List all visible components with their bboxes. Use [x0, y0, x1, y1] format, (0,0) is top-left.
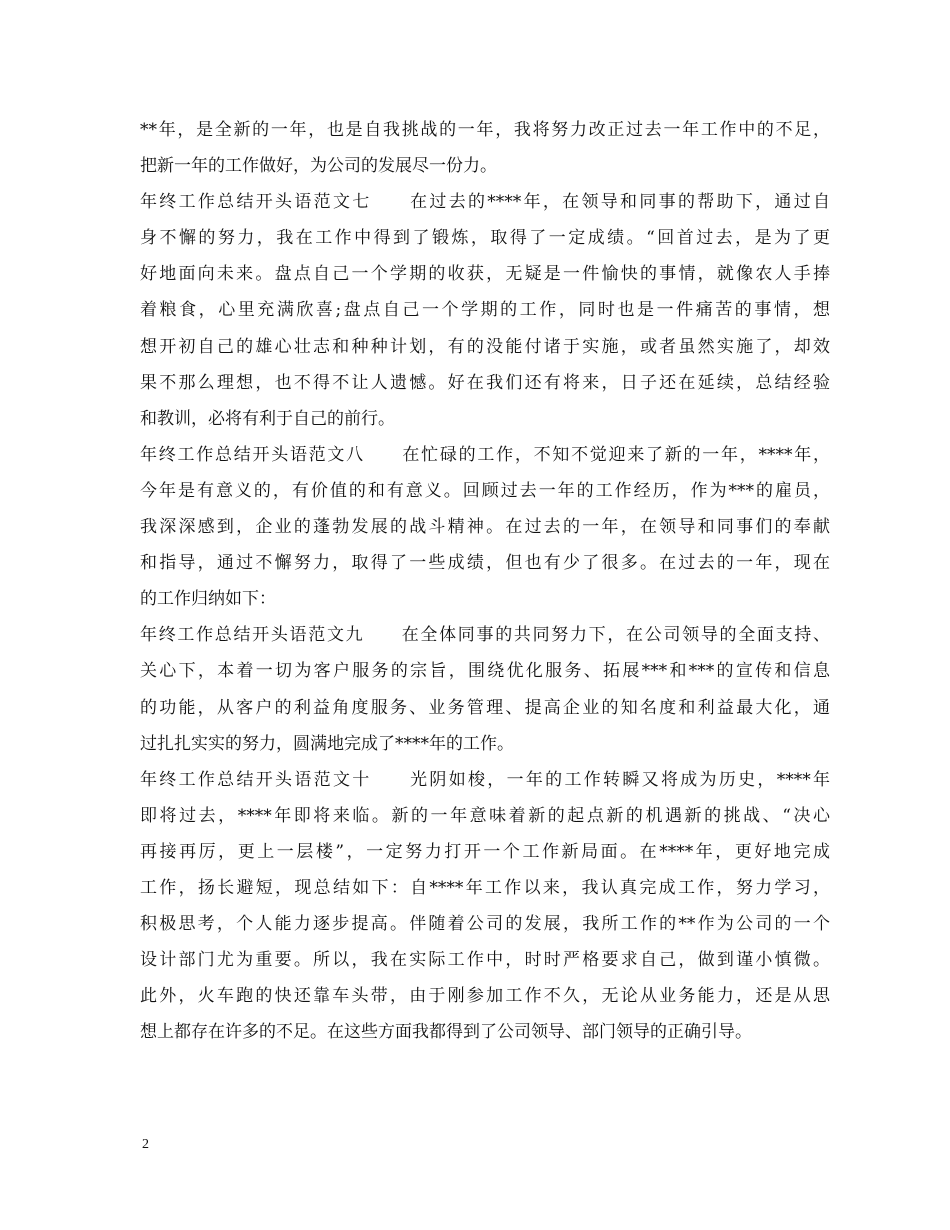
text-line: 我深深感到，企业的蓬勃发展的战斗精神。在过去的一年，在领导和同事们的奉献	[140, 517, 830, 538]
text-line: 着粮食，心里充满欣喜;盘点自己一个学期的工作，同时也是一件痛苦的事情，想	[140, 300, 830, 321]
text-line: 设计部门尤为重要。所以，我在实际工作中，时时严格要求自己，做到谨小慎微。	[140, 950, 830, 971]
text-line: 过扎扎实实的努力，圆满地完成了****年的工作。	[140, 733, 514, 754]
text-line: 积极思考，个人能力逐步提高。伴随着公司的发展，我所工作的**作为公司的一个	[140, 914, 830, 935]
text-line: 今年是有意义的，有价值的和有意义。回顾过去一年的工作经历，作为***的雇员，	[140, 480, 830, 501]
text-line: 此外，火车跑的快还靠车头带，由于刚参加工作不久，无论从业务能力，还是从思	[140, 986, 830, 1007]
text-line: 关心下，本着一切为客户服务的宗旨，围绕优化服务、拓展***和***的宣传和信息	[140, 661, 830, 682]
text-line: 年终工作总结开头语范文八 在忙碌的工作，不知不觉迎来了新的一年，****年，	[140, 444, 830, 465]
text-line: 年终工作总结开头语范文七 在过去的****年，在领导和同事的帮助下，通过自	[140, 192, 830, 213]
text-line: 想开初自己的雄心壮志和种种计划，有的没能付诸于实施，或者虽然实施了，却效	[140, 336, 830, 357]
text-line: 再接再厉，更上一层楼”，一定努力打开一个工作新局面。在****年，更好地完成	[140, 841, 830, 862]
text-line: 把新一年的工作做好，为公司的发展尽一份力。	[140, 156, 497, 177]
body-text	[140, 112, 830, 1050]
text-line: 和指导，通过不懈努力，取得了一些成绩，但也有少了很多。在过去的一年，现在	[140, 553, 830, 574]
text-line: **年，是全新的一年，也是自我挑战的一年，我将努力改正过去一年工作中的不足，	[140, 120, 830, 140]
text-line: 工作，扬长避短，现总结如下：自****年工作以来，我认真完成工作，努力学习，	[140, 877, 830, 898]
page-number: 2	[142, 1137, 149, 1152]
text-line: 年终工作总结开头语范文十 光阴如梭，一年的工作转瞬又将成为历史，****年	[140, 769, 830, 790]
text-line: 的功能，从客户的利益角度服务、业务管理、提高企业的知名度和利益最大化，通	[140, 697, 830, 718]
text-line: 的工作归纳如下：	[140, 589, 276, 610]
text-line: 想上都存在许多的不足。在这些方面我都得到了公司领导、部门领导的正确引导。	[140, 1022, 752, 1043]
text-line: 身不懈的努力，我在工作中得到了锻炼，取得了一定成绩。“回首过去，是为了更	[140, 228, 830, 249]
text-line: 果不那么理想，也不得不让人遗憾。好在我们还有将来，日子还在延续，总结经验	[140, 372, 830, 393]
text-line: 好地面向未来。盘点自己一个学期的收获，无疑是一件愉快的事情，就像农人手捧	[140, 264, 830, 285]
text-line: 和教训，必将有利于自己的前行。	[140, 408, 395, 429]
text-line: 即将过去，****年即将来临。新的一年意味着新的起点新的机遇新的挑战、“决心	[140, 805, 830, 826]
text-line: 年终工作总结开头语范文九 在全体同事的共同努力下，在公司领导的全面支持、	[140, 625, 830, 646]
